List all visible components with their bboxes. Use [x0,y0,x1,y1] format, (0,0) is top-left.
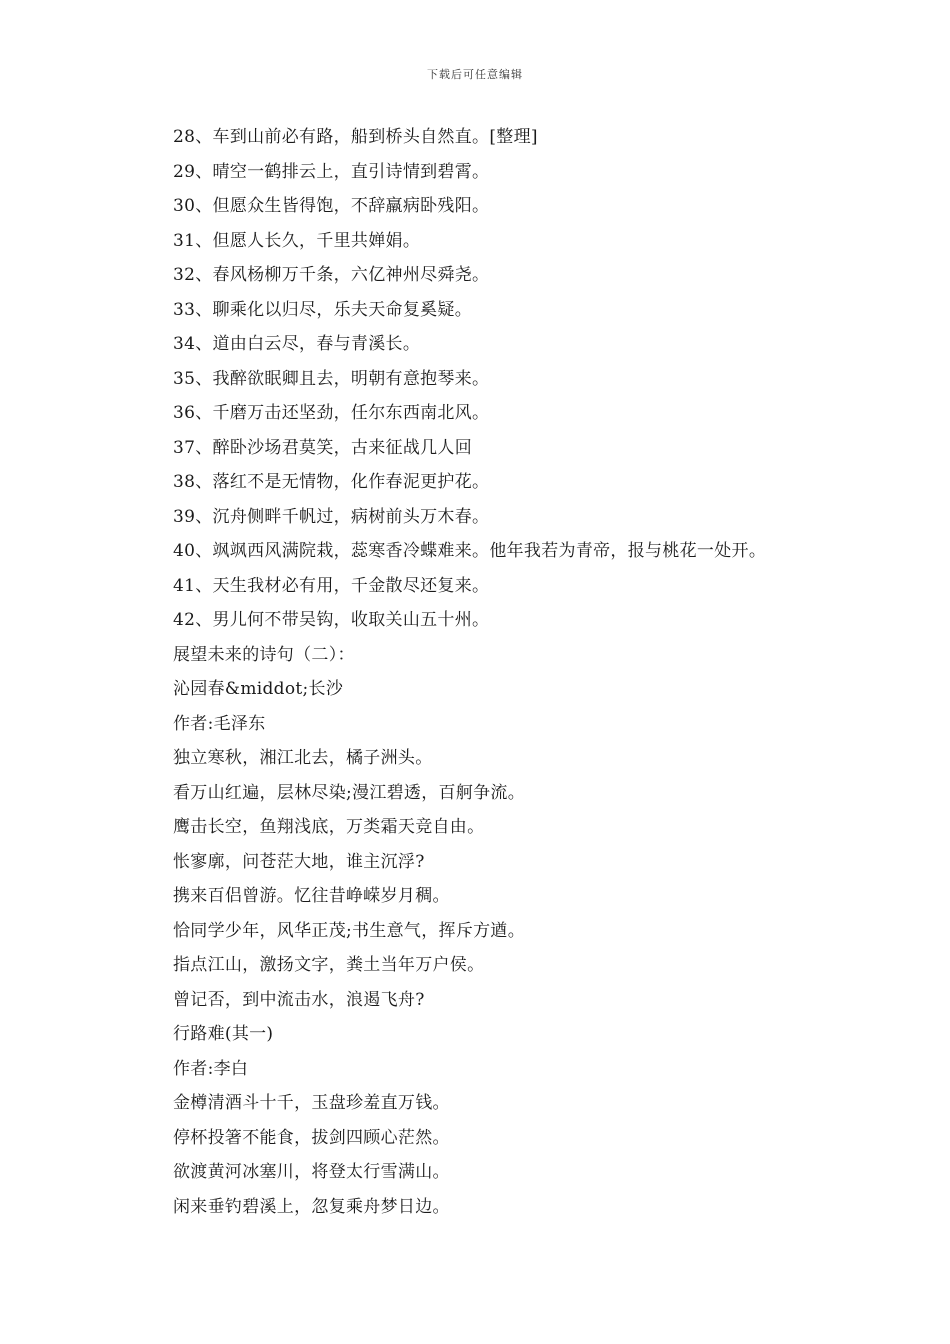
poem-line: 独立寒秋，湘江北去，橘子洲头。 [173,748,433,768]
poem-line: 怅寥廓，问苍茫大地，谁主沉浮? [173,851,425,872]
poem-line: 携来百侣曾游。忆往昔峥嵘岁月稠。 [173,886,450,906]
text-line: 42、男儿何不带吴钩，收取关山五十州。 [173,610,490,630]
text-line: 28、车到山前必有路，船到桥头自然直。[整理] [173,127,538,147]
poem-line: 恰同学少年，风华正茂;书生意气，挥斥方遒。 [173,920,526,941]
section-heading: 展望未来的诗句（二）： [173,644,355,665]
text-line: 34、道由白云尽，春与青溪长。 [173,334,421,354]
poem-line: 停杯投箸不能食，拔剑四顾心茫然。 [173,1127,450,1148]
text-line: 35、我醉欲眠卿且去，明朝有意抱琴来。 [173,368,490,389]
document-body [173,122,913,1226]
poem-title: 沁园春&middot;长沙 [173,679,344,699]
text-line: 36、千磨万击还坚劲，任尔东西南北风。 [173,403,490,423]
text-line: 37、醉卧沙场君莫笑，古来征战几人回 [173,437,473,458]
poem-author: 作者:毛泽东 [173,713,266,734]
page-header: 下载后可任意编辑 [427,68,523,81]
poem-line: 指点江山，激扬文字，粪土当年万户侯。 [173,955,485,975]
text-line: 38、落红不是无情物，化作春泥更护花。 [173,472,490,492]
text-line: 40、飒飒西风满院栽，蕊寒香冷蝶难来。他年我若为青帝，报与桃花一处开。 [173,541,767,561]
poem-line: 闲来垂钓碧溪上，忽复乘舟梦日边。 [173,1196,450,1217]
text-line: 29、晴空一鹤排云上，直引诗情到碧霄。 [173,161,490,182]
text-line: 41、天生我材必有用，千金散尽还复来。 [173,575,490,596]
poem-author: 作者:李白 [173,1058,249,1079]
text-line: 30、但愿众生皆得饱，不辞羸病卧残阳。 [173,196,490,216]
poem-title: 行路难(其一) [173,1024,274,1044]
text-line: 31、但愿人长久，千里共婵娟。 [173,230,421,251]
poem-line: 金樽清酒斗十千，玉盘珍羞直万钱。 [173,1093,450,1113]
text-line: 39、沉舟侧畔千帆过，病树前头万木春。 [173,506,490,527]
poem-line: 欲渡黄河冰塞川，将登太行雪满山。 [173,1162,450,1182]
poem-line: 鹰击长空，鱼翔浅底，万类霜天竞自由。 [173,817,485,837]
poem-line: 曾记否，到中流击水，浪遏飞舟? [173,989,425,1010]
text-line: 32、春风杨柳万千条，六亿神州尽舜尧。 [173,265,490,285]
poem-line: 看万山红遍，层林尽染;漫江碧透，百舸争流。 [173,782,526,803]
text-line: 33、聊乘化以归尽，乐夫天命复奚疑。 [173,299,473,320]
